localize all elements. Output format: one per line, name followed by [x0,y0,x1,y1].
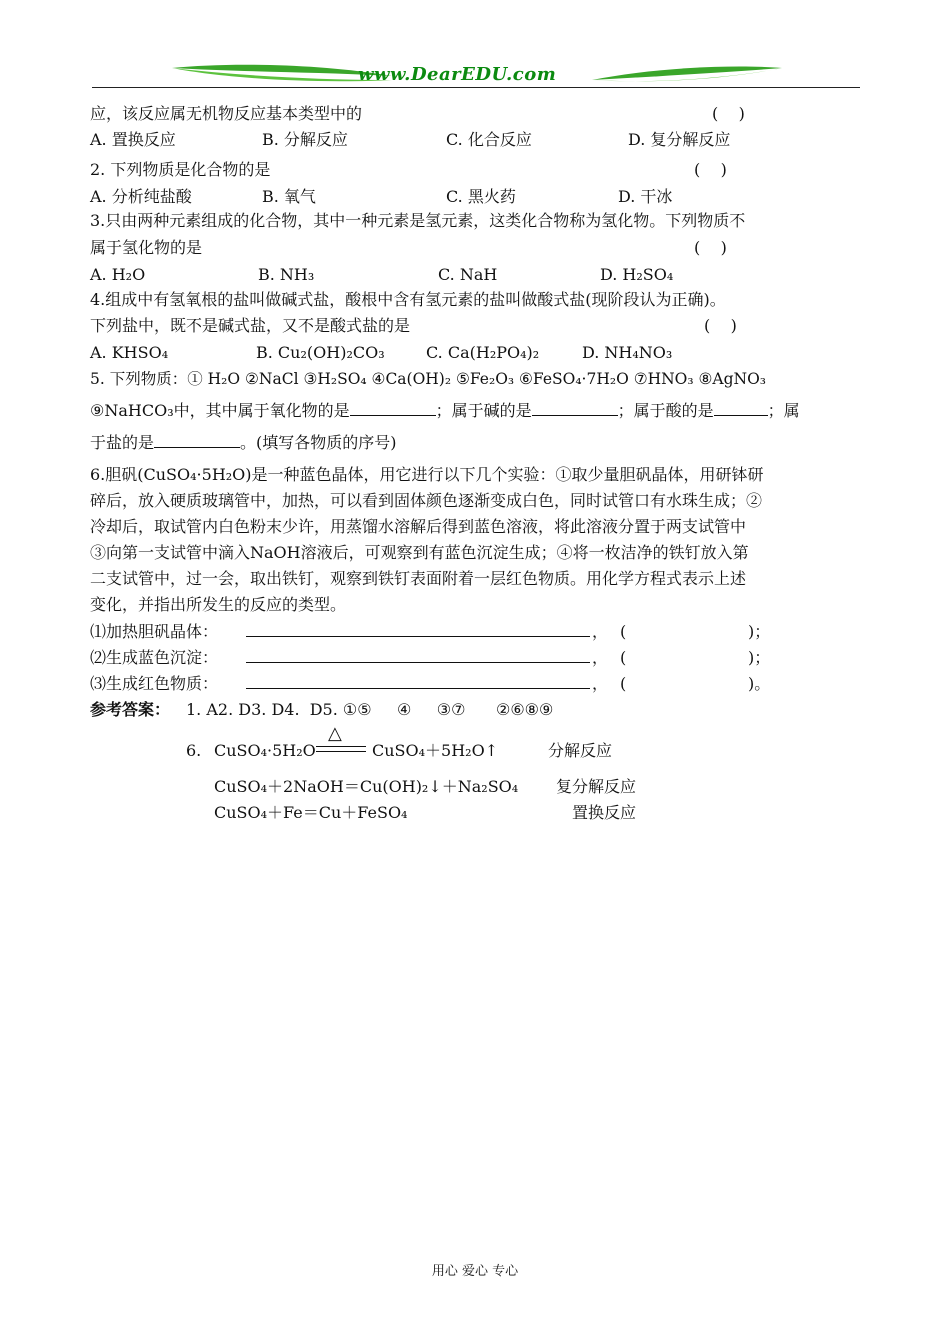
q4-stem-line1: 4.组成中有氢氧根的盐叫做碱式盐，酸根中含有氢元素的盐叫做酸式盐(现阶段认为正确)。 [90,290,726,309]
q5-blank-acid[interactable] [714,401,768,416]
q2-option-c: C. 黑火药 [446,187,516,206]
q6-line3: 冷却后，取试管内白色粉末少许，用蒸馏水溶解后得到蓝色溶液，将此溶液分置于两支试管中 [90,517,747,536]
q1-stem: 应，该反应属无机物反应基本类型中的 [90,104,363,123]
q5-text-salt: 于盐的是 [90,433,155,452]
q5-line1: 5. 下列物质：① H₂O ②NaCl ③H₂SO₄ ④Ca(OH)₂ ⑤Fe₂O₃ ⑥FeSO₄·7H₂O ⑦HNO₃ ⑧AgNO₃ [90,370,767,388]
answer6-number: 6. [186,741,202,760]
answer6-eq1-type: 分解反应 [548,741,613,760]
q3-option-b: B. NH₃ [258,265,315,284]
q3-stem-line2: 属于氢化物的是 [90,238,203,257]
q4-stem-line2: 下列盐中，既不是碱式盐，又不是酸式盐的是 [90,316,411,335]
q5-blank-base[interactable] [532,401,618,416]
q6-sub2-paren-close: )； [748,648,771,667]
q6-sub2-paren-open: ( [620,648,627,667]
site-logo: www.DearEDU.com [358,64,557,85]
right-swoosh-icon [592,67,782,81]
q6-sub1-label: ⑴加热胆矾晶体： [90,622,219,641]
q1-option-d: D. 复分解反应 [628,130,731,149]
answers-line: 1. A2. D3. D4. D5. ①⑤ ④ ③⑦ ②⑥⑧⑨ [186,700,554,719]
q3-stem-line1: 3.只由两种元素组成的化合物，其中一种元素是氢元素，这类化合物称为氢化物。下列物质不 [90,211,746,230]
answer6-eq1-left: CuSO₄·5H₂O [214,741,316,760]
q6-line5: 二支试管中，过一会，取出铁钉，观察到铁钉表面附着一层红色物质。用化学方程式表示上述 [90,569,747,588]
q4-option-a: A. KHSO₄ [90,343,169,362]
q2-option-d: D. 干冰 [618,187,673,206]
q5-line3 [90,433,397,453]
q5-text-oxide: ⑨NaHCO₃中，其中属于氧化物的是 [90,401,350,420]
q5-blank-salt[interactable] [154,433,240,448]
q1-paren: ( ) [712,104,745,123]
q4-paren: ( ) [704,316,737,335]
q6-sub2-label: ⑵生成蓝色沉淀： [90,648,219,667]
q6-sub1-paren-close: )； [748,622,771,641]
header-rule [92,87,860,88]
q6-line1: 6.胆矾(CuSO₄·5H₂O)是一种蓝色晶体，用它进行以下几个实验：①取少量胆矾晶体，用研钵研 [90,465,764,484]
q2-option-a: A. 分析纯盐酸 [90,187,192,206]
q5-blank-oxide[interactable] [350,401,436,416]
q6-sub1-equation-blank[interactable] [246,622,590,637]
q6-sub1-paren-open: ( [620,622,627,641]
q5-text-base: ；属于碱的是 [435,401,532,420]
page-footer: 用心 爱心 专心 [431,1264,519,1279]
q4-option-c: C. Ca(H₂PO₄)₂ [426,343,540,362]
q2-stem: 2. 下列物质是化合物的是 [90,160,271,179]
q5-text-acid: ；属于酸的是 [617,401,714,420]
q1-option-a: A. 置换反应 [90,130,176,149]
q6-sub1-comma: ， [592,622,609,641]
q1-option-b: B. 分解反应 [262,130,348,149]
q2-paren: ( ) [694,160,727,179]
equals-bar [316,746,366,752]
q3-paren: ( ) [694,238,727,257]
q6-sub2-comma: ， [592,648,609,667]
q6-line6: 变化，并指出所发生的反应的类型。 [90,595,347,614]
q6-line2: 碎后，放入硬质玻璃管中，加热，可以看到固体颜色逐渐变成白色，同时试管口有水珠生成；② [90,491,763,510]
q6-sub3-comma: ， [592,674,609,693]
q6-sub3-paren-open: ( [620,674,627,693]
answer6-eq3: CuSO₄＋Fe＝Cu＋FeSO₄ [214,803,408,822]
q5-text-note: 。(填写各物质的序号) [240,433,397,452]
delta-icon: △ [328,723,342,744]
answer6-eq3-type: 置换反应 [572,803,637,822]
q5-text-salt-start: ；属 [767,401,800,420]
answer6-eq2: CuSO₄＋2NaOH＝Cu(OH)₂↓＋Na₂SO₄ [214,777,519,796]
answer6-eq1-right: CuSO₄＋5H₂O↑ [372,741,499,760]
q6-sub3-paren-close: )。 [748,674,771,693]
q6-sub3-equation-blank[interactable] [246,674,590,689]
q4-option-d: D. NH₄NO₃ [582,343,673,362]
q3-option-c: C. NaH [438,265,498,284]
q3-option-a: A. H₂O [90,265,146,284]
q6-sub3-label: ⑶生成红色物质： [90,674,219,693]
q6-line4: ③向第一支试管中滴入NaOH溶液后，可观察到有蓝色沉淀生成；④将一枚洁净的铁钉放入第 [90,543,749,562]
answers-label: 参考答案： [90,700,171,719]
q3-option-d: D. H₂SO₄ [600,265,674,284]
answer6-eq2-type: 复分解反应 [556,777,637,796]
q6-sub2-equation-blank[interactable] [246,648,590,663]
q5-line2 [90,401,800,421]
q1-option-c: C. 化合反应 [446,130,532,149]
q2-option-b: B. 氧气 [262,187,316,206]
q4-option-b: B. Cu₂(OH)₂CO₃ [256,343,385,362]
